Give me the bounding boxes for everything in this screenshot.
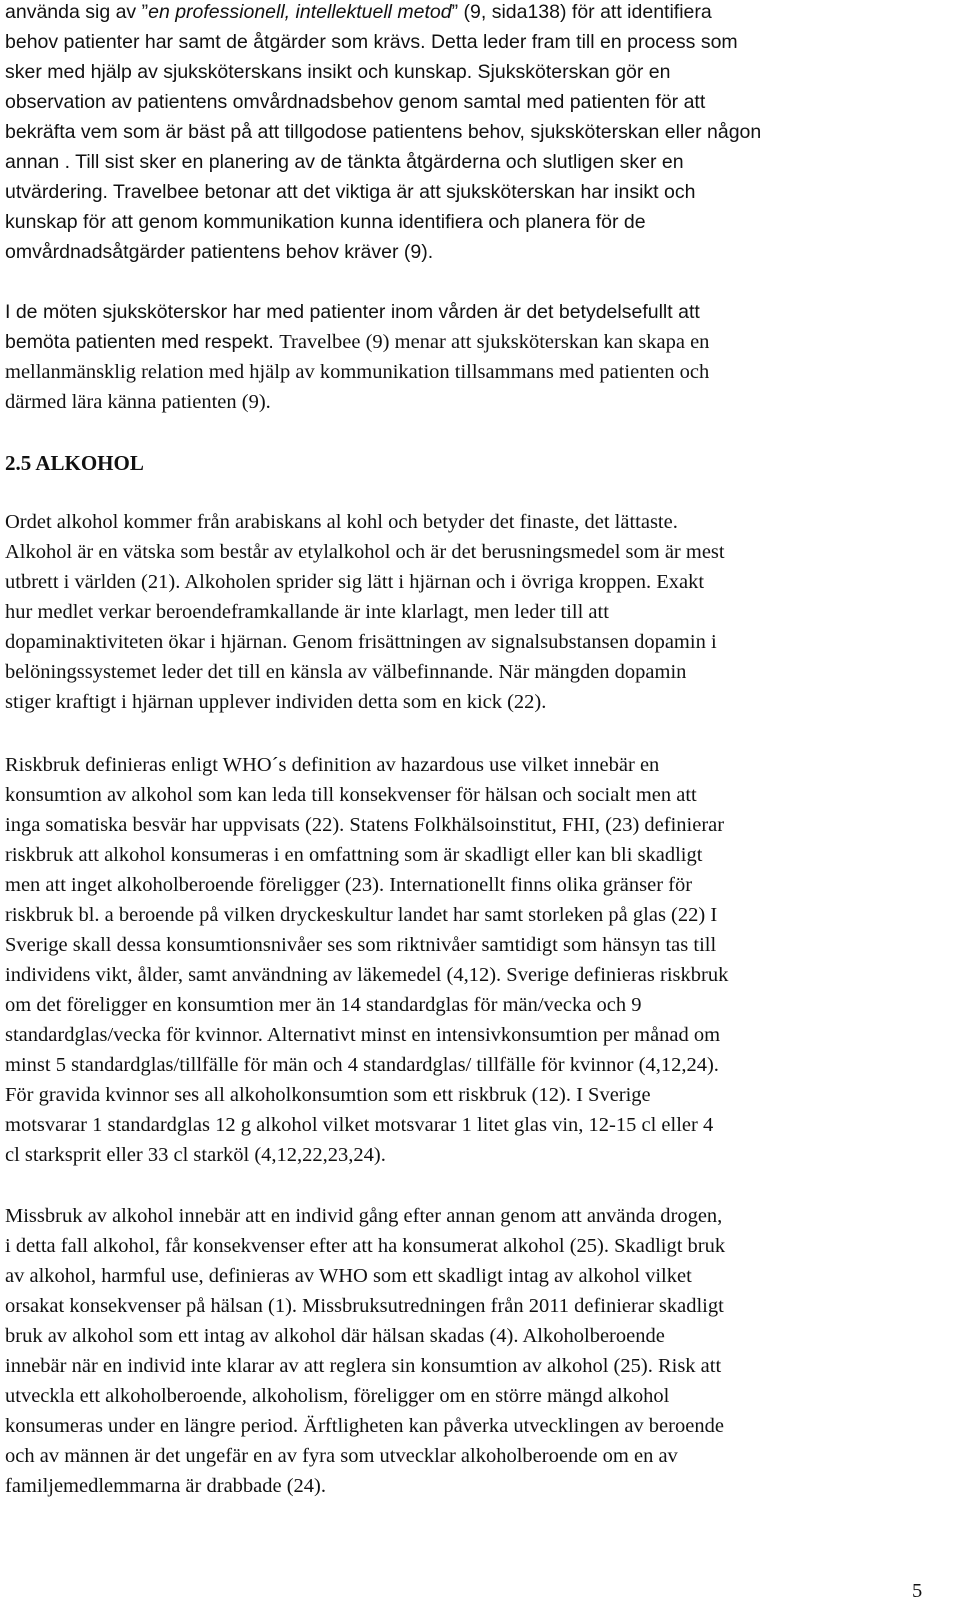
text-span: sker med hjälp av sjuksköterskans insikt och kunskap.	[5, 61, 478, 83]
text-line: omvårdnadsåtgärder patientens behov kräver (9).	[5, 241, 434, 263]
text-line: Riskbruk definieras enligt WHO´s definition av hazardous use vilket innebär en	[5, 754, 660, 776]
text-line: och av männen är det ungefär en av fyra som utvecklar alkoholberoende om en av	[5, 1445, 678, 1467]
text-line: hur medlet verkar beroendeframkallande är inte klarlagt, men leder till att	[5, 601, 609, 623]
text-line: därmed lära känna patienten (9).	[5, 391, 271, 413]
text-line: cl starksprit eller 33 cl starköl (4,12,22,23,24).	[5, 1144, 386, 1166]
text-line: stiger kraftigt i hjärnan upplever individen detta som en kick (22).	[5, 691, 547, 713]
text-line: bekräfta vem som är bäst på att tillgodose patientens behov, sjuksköterskan eller någon	[5, 121, 762, 143]
text-span: bemöta patienten med respekt.	[5, 331, 280, 353]
page-number: 5	[912, 1580, 923, 1602]
text-line: belöningssystemet leder det till en känsla av välbefinnande. När mängden dopamin	[5, 661, 687, 683]
text-line: innebär när en individ inte klarar av att reglera sin konsumtion av alkohol (25). Risk att	[5, 1355, 722, 1377]
text-span: Travelbee betonar att det viktiga är att sjuksköterskan har insikt och	[113, 181, 696, 203]
text-span: Travelbee (9) menar att sjuksköterskan kan skapa en	[279, 331, 710, 353]
text-line	[5, 0, 712, 27]
text-line: behov patienter har samt de åtgärder som krävs. Detta leder fram till en process som	[5, 31, 738, 53]
text-line: annan . Till sist sker en planering av de tänkta åtgärderna och slutligen sker en	[5, 151, 684, 173]
text-line: I de möten sjuksköterskor har med patienter inom vården är det betydelsefullt att	[5, 301, 700, 323]
text-line: motsvarar 1 standardglas 12 g alkohol vilket motsvarar 1 litet glas vin, 12-15 cl eller 4	[5, 1114, 714, 1136]
text-line: standardglas/vecka för kvinnor. Alternativt minst en intensivkonsumtion per månad om	[5, 1024, 721, 1046]
text-line: riskbruk att alkohol konsumeras i en omfattning som är skadligt eller kan bli skadligt	[5, 844, 703, 866]
text-line: av alkohol, harmful use, definieras av WHO som ett skadligt intag av alkohol vilket	[5, 1265, 692, 1287]
text-line	[5, 177, 695, 207]
section-heading: 2.5 ALKOHOL	[5, 451, 144, 475]
text-line	[5, 327, 709, 357]
text-line: familjemedlemmarna är drabbade (24).	[5, 1475, 327, 1497]
text-line: riskbruk bl. a beroende på vilken dryckeskultur landet har samt storleken på glas (22) I	[5, 904, 718, 926]
text-line: om det föreligger en konsumtion mer än 14 standardglas för män/vecka och 9	[5, 994, 642, 1016]
text-span: utvärdering.	[5, 181, 114, 203]
text-line: kunskap för att genom kommunikation kunna identifiera och planera för de	[5, 211, 646, 233]
text-span: Sjuksköterskan gör en	[477, 61, 671, 83]
text-line: inga somatiska besvär har uppvisats (22). Statens Folkhälsoinstitut, FHI, (23) definierar	[5, 814, 725, 836]
text-line: individens vikt, ålder, samt användning av läkemedel (4,12). Sverige definieras riskbruk	[5, 964, 729, 986]
italic-quote: en professionell, intellektuell metod	[148, 1, 452, 23]
text-line: bruk av alkohol som ett intag av alkohol där hälsan skadas (4). Alkoholberoende	[5, 1325, 665, 1347]
text-line: konsumeras under en längre period. Ärftligheten kan påverka utvecklingen av beroende	[5, 1415, 724, 1437]
text-span: använda sig av ”	[5, 1, 149, 23]
text-line: konsumtion av alkohol som kan leda till konsekvenser för hälsan och socialt men att	[5, 784, 697, 806]
text-line: utveckla ett alkoholberoende, alkoholism, föreligger om en större mängd alkohol	[5, 1385, 670, 1407]
text-line: men att inget alkoholberoende föreligger (23). Internationellt finns olika gränser för	[5, 874, 693, 896]
text-line: Sverige skall dessa konsumtionsnivåer ses som riktnivåer samtidigt som hänsyn tas till	[5, 934, 717, 956]
text-line: dopaminaktiviteten ökar i hjärnan. Genom frisättningen av signalsubstansen dopamin i	[5, 631, 717, 653]
text-span: ” (9, sida138) för att identifiera	[451, 1, 712, 23]
text-line: orsakat konsekvenser på hälsan (1). Missbruksutredningen från 2011 definierar skadligt	[5, 1295, 724, 1317]
text-line: minst 5 standardglas/tillfälle för män och 4 standardglas/ tillfälle för kvinnor (4,12,24).	[5, 1054, 719, 1076]
text-line: För gravida kvinnor ses all alkoholkonsumtion som ett riskbruk (12). I Sverige	[5, 1084, 651, 1106]
text-line: utbrett i världen (21). Alkoholen sprider sig lätt i hjärnan och i övriga kroppen. Exakt	[5, 571, 705, 593]
text-line: observation av patientens omvårdnadsbehov genom samtal med patienten för att	[5, 91, 706, 113]
text-line	[5, 57, 670, 87]
text-line: Alkohol är en vätska som består av etylalkohol och är det berusningsmedel som är mest	[5, 541, 725, 563]
text-line: mellanmänsklig relation med hjälp av kommunikation tillsammans med patienten och	[5, 361, 710, 383]
text-line: i detta fall alkohol, får konsekvenser efter att ha konsumerat alkohol (25). Skadligt bruk	[5, 1235, 726, 1257]
text-line: Missbruk av alkohol innebär att en individ gång efter annan genom att använda drogen,	[5, 1205, 723, 1227]
text-line: Ordet alkohol kommer från arabiskans al kohl och betyder det finaste, det lättaste.	[5, 511, 678, 533]
